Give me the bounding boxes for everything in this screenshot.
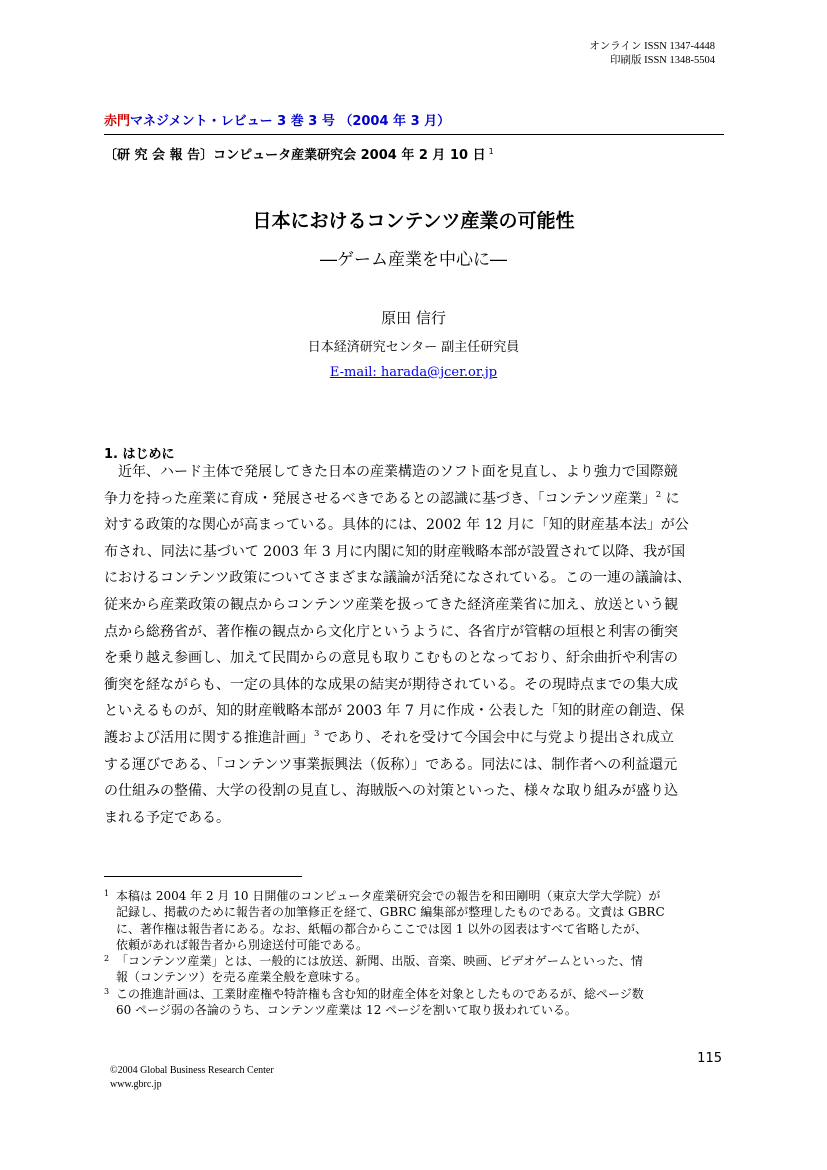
- footnote: [104, 888, 726, 953]
- footnote-number: 1: [104, 889, 110, 898]
- footnote-ref[interactable]: 3: [314, 728, 320, 739]
- footnote-line: 「コンテンツ産業」とは、一般的には放送、新聞、出版、音楽、映画、ビデオゲームといった、情: [116, 954, 643, 969]
- report-line: [104, 144, 494, 163]
- author-email: [0, 365, 827, 380]
- footnote-line: この推進計画は、工業財産権や特許権も含む知的財産全体を対象としたものであるが、総ページ数: [116, 986, 644, 1001]
- journal-name-rest: マネジメント・レビュー 3 巻 3 号 （2004 年 3 月）: [130, 114, 451, 129]
- article-title: 日本におけるコンテンツ産業の可能性: [252, 210, 575, 232]
- author-name: 原田 信行: [381, 309, 446, 327]
- footnote-line: 記録し、掲載のために報告者の加筆修正を経て、GBRC 編集部が整理したものである。文責は GBRC: [116, 905, 665, 920]
- issn-print: 印刷版 ISSN 1348-5504: [609, 55, 715, 66]
- body-line: 衝突を経ながらも、一定の具体的な成果の結実が期待されている。その現時点までの集大成: [104, 676, 678, 693]
- footnote-line: 依頼があれば報告者から別途送付可能である。: [116, 937, 369, 952]
- report-footnote-ref[interactable]: 1: [488, 146, 494, 156]
- body-line: 護および活用に関する推進計画」$^3$ であり、それを受けて今国会中に与党より提出され成立: [104, 728, 674, 746]
- footnote-ref[interactable]: 2: [655, 489, 662, 500]
- copyright-block: [110, 1064, 274, 1092]
- issn-block: [589, 40, 715, 68]
- body-line: 布され、同法に基づいて 2003 年 3 月に内閣に知的財産戦略本部が設置されて以降、我が国: [104, 543, 686, 560]
- body-line: におけるコンテンツ政策についてさまざまな議論が活発になされている。この一連の議論は、: [104, 570, 692, 587]
- body-line: の仕組みの整備、大学の役割の見直し、海賊版への対策といった、様々な取り組みが盛り込: [104, 783, 678, 800]
- body-line: を乗り越え参画し、加えて民間からの意見も取りこむものとなっており、紆余曲折や利害の: [104, 650, 678, 667]
- body-line: まれる予定である。: [104, 809, 230, 826]
- website-link[interactable]: www.gbrc.jp: [110, 1079, 162, 1090]
- footnote-number: 2: [104, 954, 110, 964]
- email-link[interactable]: E-mail: harada@jcer.or.jp: [329, 365, 498, 380]
- footnote: [104, 953, 726, 986]
- body-line: 近年、ハード主体で発展してきた日本の産業構造のソフト面を見直し、より強力で国際競: [118, 464, 678, 480]
- body-line: する運びである、「コンテンツ事業振興法（仮称）」である。同法には、制作者への利益還元: [104, 756, 678, 773]
- copyright-text: ©2004 Global Business Research Center: [110, 1065, 274, 1076]
- footnote: [104, 986, 726, 1019]
- footnote-line: 本稿は 2004 年 2 月 10 日開催のコンピュータ産業研究会での報告を和田剛明（東京大学大学院）が: [116, 889, 661, 903]
- body-line: 従来から産業政策の観点からコンテンツ産業を扱ってきた経済産業省に加え、放送という観: [104, 596, 679, 613]
- footnotes: [104, 888, 726, 1018]
- page-number: 115: [697, 1051, 722, 1066]
- body-line: 争力を持った産業に育成・発展させるべきであるとの認識に基づき、「コンテンツ産業」$^2$ に: [104, 489, 680, 507]
- author-affiliation: 日本経済研究センター 副主任研究員: [307, 340, 520, 355]
- body-line: といえるものが、知的財産戦略本部が 2003 年 7 月に作成・公表した「知的財産の創造、保: [104, 703, 685, 720]
- section-heading: 1. はじめに: [104, 447, 175, 462]
- journal-name-red: 赤門: [104, 114, 131, 129]
- journal-citation: [104, 110, 450, 129]
- footnote-line: に、著作権は報告者にある。なお、紙幅の都合からここでは図 1 以外の図表はすべて省略したが、: [116, 921, 648, 936]
- section-body: [104, 459, 724, 831]
- footnote-number: 3: [104, 986, 110, 996]
- body-line: 対する政策的な関心が高まっている。具体的には、2002 年 12 月に「知的財産基本法」が公: [104, 517, 689, 534]
- issn-online: オンライン ISSN 1347-4448: [589, 41, 715, 52]
- header-rule: [104, 134, 724, 135]
- body-line: 点から総務省が、著作権の観点から文化庁というように、各省庁が管轄の垣根と利害の衝突: [104, 623, 678, 640]
- footnote-line: 報（コンテンツ）を売る産業全般を意味する。: [116, 970, 368, 985]
- footnote-rule: [104, 876, 302, 877]
- report-text: 〔研 究 会 報 告〕コンピュータ産業研究会 2004 年 2 月 10 日: [104, 148, 486, 163]
- footnote-line: 60 ページ弱の各論のうち、コンテンツ産業は 12 ページを割いて取り扱われている。: [116, 1003, 577, 1018]
- article-subtitle: ―ゲーム産業を中心に―: [320, 250, 507, 270]
